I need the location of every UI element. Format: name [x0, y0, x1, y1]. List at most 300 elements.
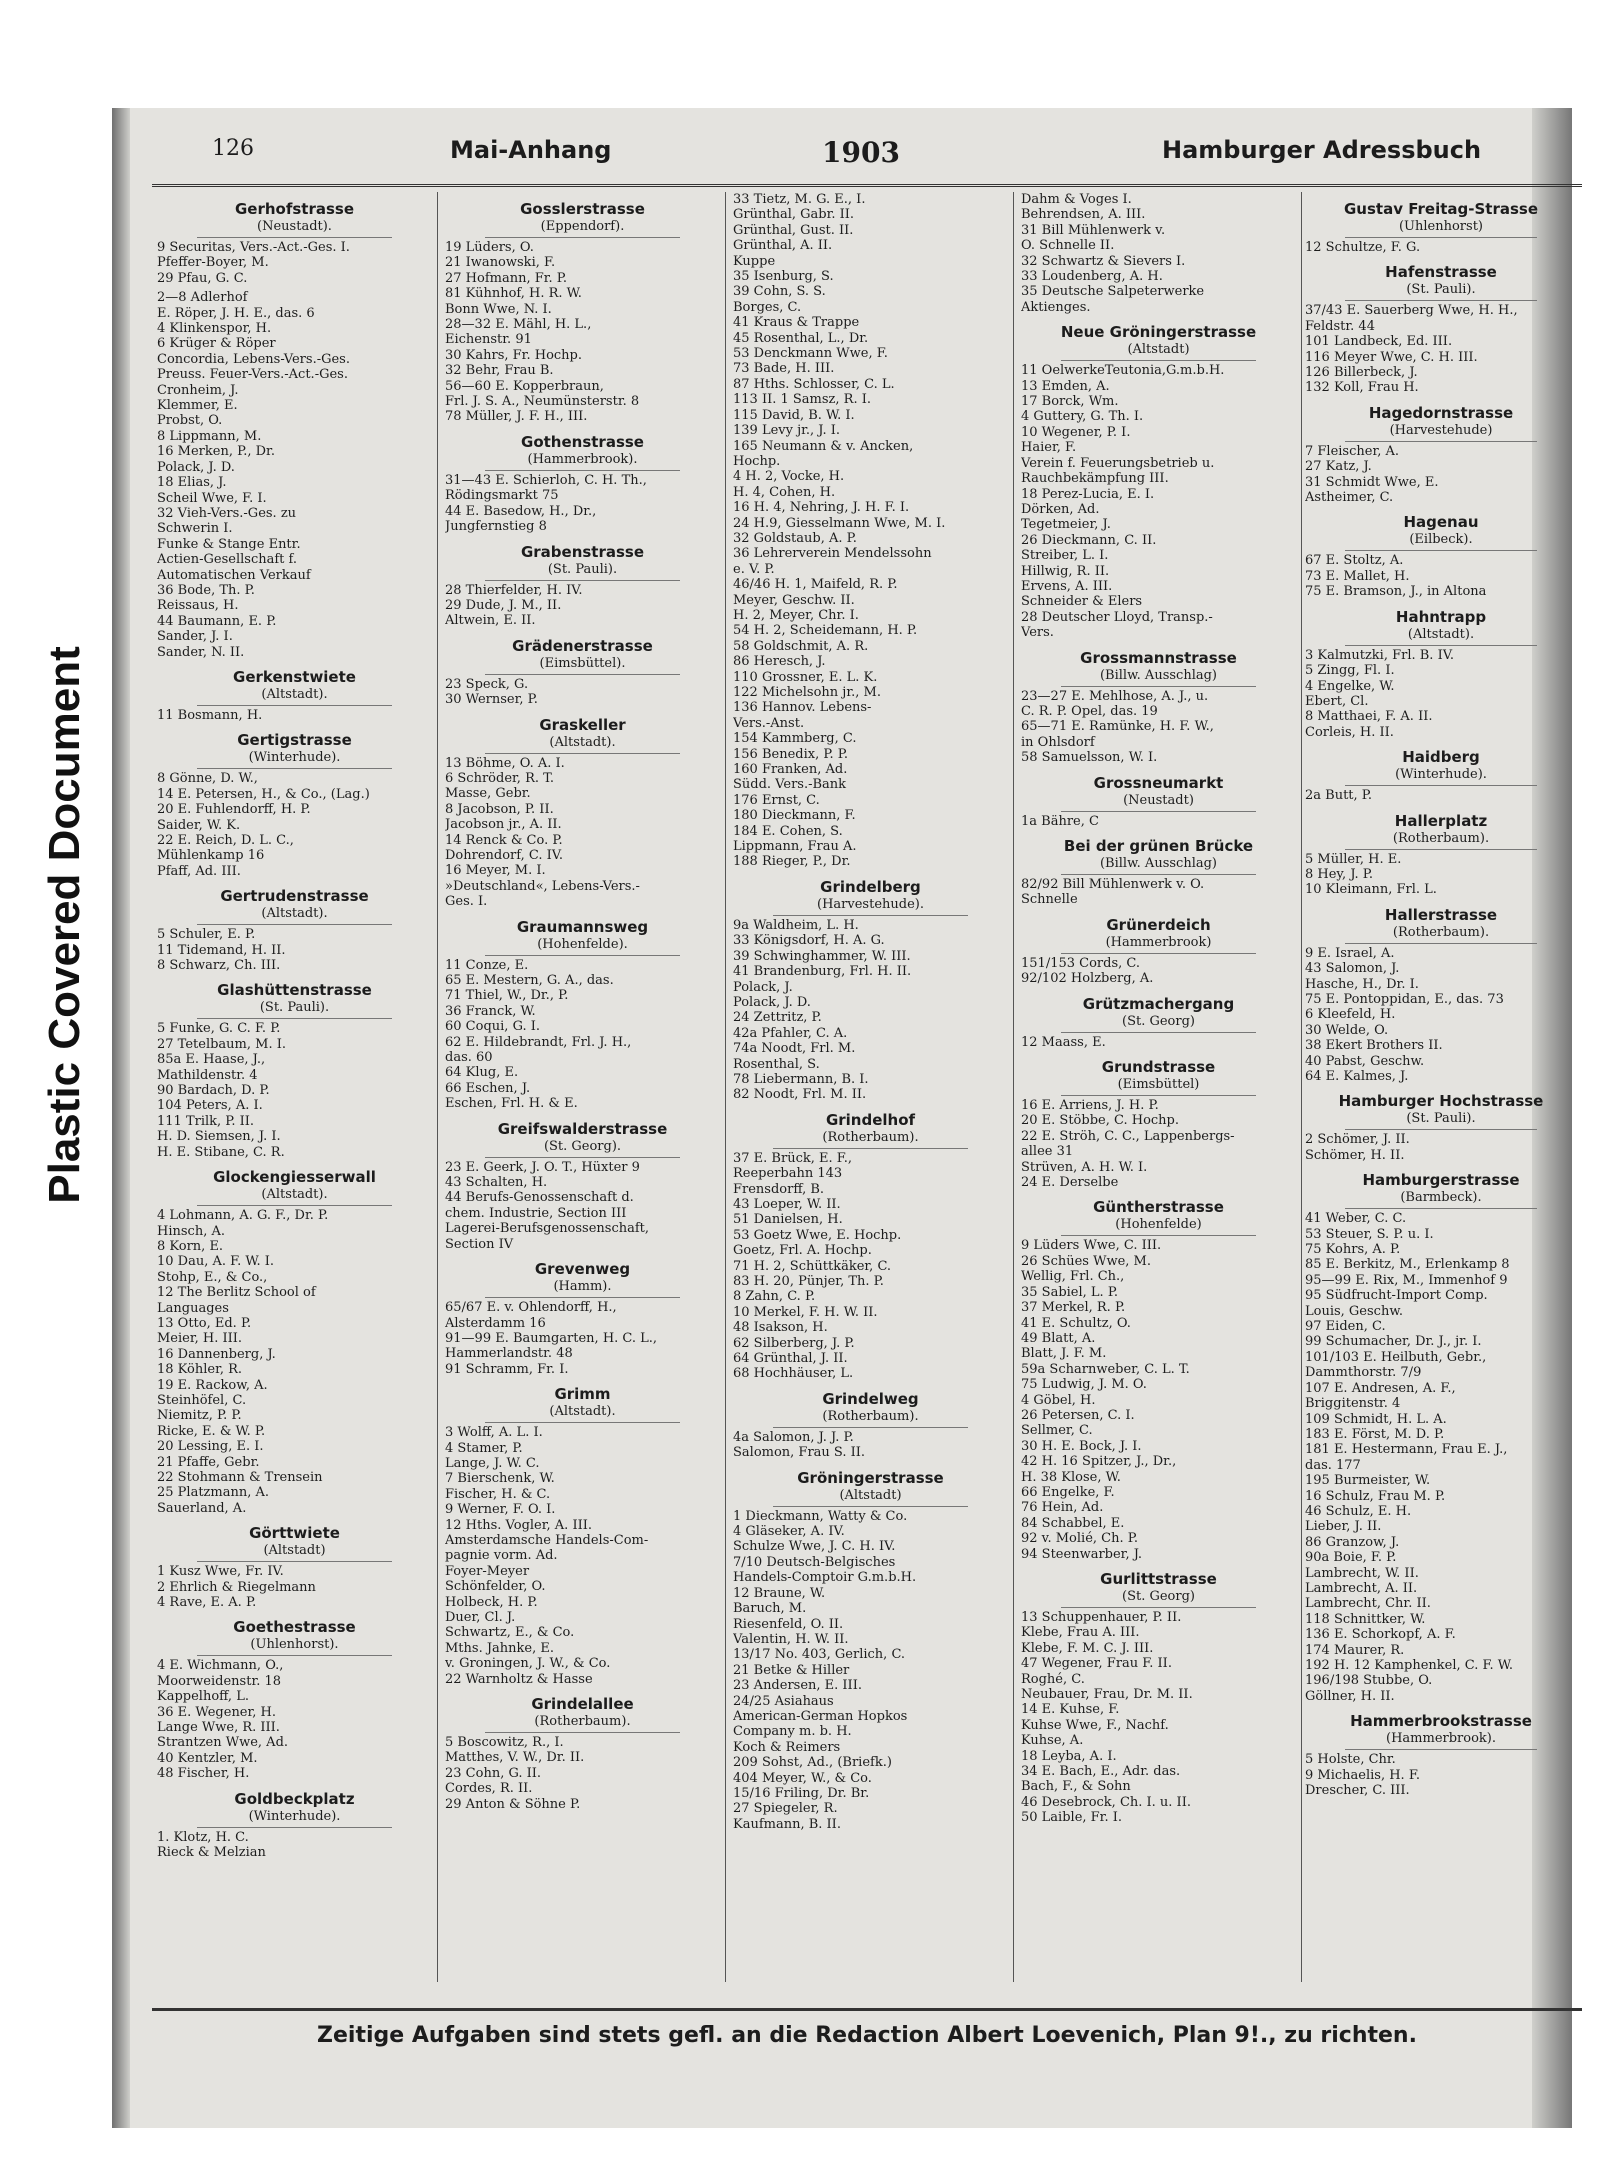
resident-line: 50 Laible, Fr. I.: [1021, 1810, 1122, 1826]
resident-line: 87 Hths. Schlosser, C. L.: [733, 376, 895, 392]
resident-line: Dörken, Ad.: [1021, 501, 1100, 517]
resident-line: Hammerlandstr. 48: [445, 1346, 573, 1362]
street-entry: [1021, 192, 1296, 315]
resident-line: Behrendsen, A. III.: [1021, 207, 1146, 223]
street-name: Hamburgerstrasse: [1362, 1171, 1520, 1190]
street-name: Gurlittstrasse: [1100, 1570, 1217, 1588]
street-name: Grindelweg: [822, 1389, 919, 1408]
resident-line: 73 E. Mallet, H.: [1305, 568, 1410, 584]
resident-line: 23 Cohn, G. II.: [445, 1765, 542, 1781]
district-name: (St. Georg): [1061, 1589, 1256, 1608]
street-name: Gertrudenstrasse: [220, 887, 369, 906]
resident-line: Schwartz, E., & Co.: [445, 1625, 575, 1641]
resident-line: 20 E. Fuhlendorff, H. P.: [157, 802, 311, 818]
resident-line: 4 Gläseker, A. IV.: [733, 1524, 845, 1540]
resident-line: 2 Ehrlich & Riegelmann: [157, 1579, 316, 1595]
resident-line: Tegetmeier, J.: [1021, 517, 1111, 533]
resident-line: 90 Bardach, D. P.: [157, 1083, 270, 1099]
resident-line: 113 II. 1 Samsz, R. I.: [733, 392, 871, 408]
street-entry: [1021, 995, 1296, 1050]
resident-line: 12 Hths. Vogler, A. III.: [445, 1517, 592, 1533]
resident-line: 12 Schultze, F. G.: [1305, 240, 1421, 255]
resident-line: Ebert, Cl.: [1305, 693, 1369, 709]
district-name: (Rotherbaum).: [1345, 925, 1537, 944]
resident-line: 7 Bierschenk, W.: [445, 1471, 555, 1487]
resident-line: 3 Kalmutzki, Frl. B. IV.: [1305, 647, 1454, 663]
resident-line: Ervens, A. III.: [1021, 578, 1113, 594]
resident-line: 18 Perez-Lucia, E. I.: [1021, 486, 1155, 502]
street-entry: [1305, 1712, 1577, 1798]
resident-line: Neubauer, Frau, Dr. M. II.: [1021, 1687, 1193, 1703]
resident-line: Moorweidenstr. 18: [157, 1673, 282, 1689]
page-number: 126: [212, 136, 254, 161]
resident-line: O. Schnelle II.: [1021, 238, 1115, 254]
resident-line: Klebe, Frau A. III.: [1021, 1625, 1140, 1641]
resident-line: Blatt, J. F. M.: [1021, 1346, 1107, 1362]
district-name: (Winterhude).: [197, 1809, 392, 1828]
resident-line: 85 E. Berkitz, M., Erlenkamp 8: [1305, 1257, 1510, 1273]
resident-line: Stohp, E., & Co.,: [157, 1269, 268, 1285]
resident-line: 95—99 E. Rix, M., Immenhof 9: [1305, 1272, 1508, 1288]
resident-line: Schönfelder, O.: [445, 1579, 546, 1595]
resident-line: 84 Schabbel, E.: [1021, 1515, 1125, 1531]
street-entry: [157, 200, 432, 286]
resident-line: 36 E. Wegener, H.: [157, 1704, 277, 1720]
resident-line: 12 The Berlitz School of: [157, 1285, 316, 1301]
resident-line: Hochp.: [733, 453, 781, 469]
resident-line: 160 Franken, Ad.: [733, 762, 848, 778]
resident-line: 33 Loudenberg, A. H.: [1021, 269, 1163, 285]
resident-line: Rosenthal, S.: [733, 1056, 820, 1072]
resident-line: Lange, J. W. C.: [445, 1455, 540, 1471]
street-name: Goldbeckplatz: [234, 1789, 355, 1808]
resident-line: Rödingsmarkt 75: [445, 488, 559, 504]
resident-line: 23 Andersen, E. III.: [733, 1678, 862, 1694]
year-title: 1903: [822, 136, 900, 169]
resident-line: Strantzen Wwe, Ad.: [157, 1735, 289, 1751]
resident-line: 151/153 Cords, C.: [1021, 955, 1140, 971]
resident-line: Altwein, E. II.: [445, 613, 536, 629]
resident-line: 46 Desebrock, Ch. I. u. II.: [1021, 1794, 1191, 1810]
resident-line: 32 Vieh-Vers.-Ges. zu: [157, 505, 297, 521]
street-name: Grindelallee: [531, 1695, 634, 1714]
street-name: Gosslerstrasse: [520, 200, 645, 218]
resident-line: 48 Fischer, H.: [157, 1766, 250, 1782]
resident-line: Concordia, Lebens-Vers.-Ges.: [157, 351, 350, 367]
district-name: (Hohenfelde): [1061, 1217, 1256, 1236]
resident-line: Kaufmann, B. II.: [733, 1816, 841, 1832]
district-name: (Altstadt).: [197, 687, 392, 706]
resident-line: 12 Braune, W.: [733, 1585, 826, 1601]
directory-column: [440, 192, 726, 1982]
resident-line: 16 Schulz, Frau M. P.: [1305, 1488, 1446, 1504]
resident-line: 4 Rave, E. A. P.: [157, 1595, 257, 1611]
resident-line: 1 Kusz Wwe, Fr. IV.: [157, 1564, 284, 1580]
resident-line: Actien-Gesellschaft f.: [157, 552, 297, 568]
district-name: (Billw. Ausschlag): [1061, 668, 1256, 687]
resident-line: Lambrecht, Chr. II.: [1305, 1596, 1431, 1612]
page-header: [152, 128, 1582, 187]
resident-line: 2a Butt, P.: [1305, 788, 1373, 804]
resident-line: 58 Goldschmit, A. R.: [733, 638, 869, 654]
resident-line: 19 Lüders, O.: [445, 240, 534, 255]
resident-line: 8 Zahn, C. P.: [733, 1289, 816, 1305]
resident-line: 6 Schröder, R. T.: [445, 770, 555, 786]
resident-line: 23 Speck, G.: [445, 676, 529, 692]
resident-line: 41 E. Schultz, O.: [1021, 1315, 1131, 1331]
district-name: (Altstadt).: [485, 1404, 680, 1423]
resident-line: 16 H. 4, Nehring, J. H. F. I.: [733, 500, 910, 516]
resident-line: 51 Danielsen, H.: [733, 1212, 843, 1228]
street-name: Hamburger Hochstrasse: [1338, 1092, 1544, 1111]
resident-line: 22 E. Reich, D. L. C.,: [157, 833, 294, 848]
street-entry: [445, 1695, 720, 1812]
resident-line: Meier, H. III.: [157, 1331, 243, 1347]
resident-line: 5 Funke, G. C. F. P.: [157, 1021, 281, 1037]
resident-line: 26 Schües Wwe, M.: [1021, 1253, 1151, 1269]
district-name: (Hammerbrook).: [485, 452, 680, 471]
resident-line: 20 Lessing, E. I.: [157, 1439, 264, 1455]
resident-line: 21 Iwanowski, F.: [445, 255, 556, 271]
street-name: Bei der grünen Brücke: [1063, 837, 1254, 855]
resident-line: 176 Ernst, C.: [733, 792, 820, 808]
district-name: (Hammerbrook): [1061, 935, 1256, 954]
street-entry: [1021, 774, 1296, 829]
resident-line: Dohrendorf, C. IV.: [445, 847, 564, 863]
resident-line: Automatischen Verkauf: [157, 567, 311, 583]
street-entry: [445, 1385, 720, 1687]
resident-line: Louis, Geschw.: [1305, 1303, 1404, 1319]
resident-line: Strüven, A. H. W. I.: [1021, 1159, 1148, 1175]
resident-line: 1. Klotz, H. C.: [157, 1829, 249, 1845]
resident-line: 110 Grossner, E. L. K.: [733, 669, 878, 685]
resident-line: 154 Kammberg, C.: [733, 731, 857, 747]
resident-line: 111 Trilk, P. II.: [157, 1113, 255, 1129]
resident-line: in Ohlsdorf: [1021, 734, 1095, 750]
resident-line: 10 Wegener, P. I.: [1021, 424, 1131, 440]
resident-line: Kuhse Wwe, F., Nachf.: [1021, 1717, 1169, 1733]
resident-line: Polack, J.: [733, 979, 793, 995]
resident-line: Mths. Jahnke, E.: [445, 1640, 555, 1656]
resident-line: allee 31: [1021, 1144, 1074, 1160]
district-name: (Winterhude).: [1345, 767, 1537, 786]
district-name: (St. Pauli).: [1345, 1111, 1537, 1130]
street-entry: [445, 1120, 720, 1252]
resident-line: 75 Kohrs, A. P.: [1305, 1242, 1401, 1258]
district-name: (Billw. Ausschlag): [1061, 856, 1256, 875]
resident-line: Meyer, Geschw. II.: [733, 592, 855, 608]
street-entry: [733, 1469, 1008, 1833]
resident-line: Briggitenstr. 4: [1305, 1396, 1401, 1412]
book-title: Hamburger Adressbuch: [1162, 136, 1482, 164]
resident-line: 24 Zettritz, P.: [733, 1010, 822, 1026]
street-entry: [445, 1260, 720, 1377]
resident-line: Hinsch, A.: [157, 1223, 225, 1239]
resident-line: 26 Dieckmann, C. II.: [1021, 532, 1157, 548]
resident-line: 109 Schmidt, H. L. A.: [1305, 1411, 1447, 1427]
resident-line: Feldstr. 44: [1305, 318, 1375, 334]
street-name: Hallerplatz: [1394, 811, 1488, 830]
resident-line: C. R. P. Opel, das. 19: [1021, 703, 1158, 719]
street-entry: [445, 543, 720, 629]
resident-line: 59a Scharnweber, C. L. T.: [1021, 1361, 1190, 1377]
resident-line: 73 Bade, H. III.: [733, 361, 835, 377]
resident-line: 66 Eschen, J.: [445, 1080, 531, 1096]
resident-line: Fischer, H. & C.: [445, 1486, 551, 1502]
resident-line: Kappelhoff, L.: [157, 1689, 249, 1705]
resident-line: 36 Lehrerverein Mendelssohn: [733, 546, 932, 562]
resident-line: 165 Neumann & v. Ancken,: [733, 438, 914, 454]
resident-line: Schömer, H. II.: [1305, 1147, 1405, 1163]
directory-columns: [152, 192, 1582, 1982]
resident-line: 38 Ekert Brothers II.: [1305, 1038, 1443, 1054]
resident-line: das. 177: [1305, 1457, 1361, 1473]
resident-line: pagnie vorm. Ad.: [445, 1548, 558, 1564]
resident-line: 13 Emden, A.: [1021, 378, 1110, 394]
street-name: Gröningerstrasse: [797, 1468, 944, 1487]
resident-line: 27 Tetelbaum, M. I.: [157, 1036, 286, 1052]
resident-line: 4 Engelke, W.: [1305, 678, 1395, 694]
resident-line: 24 E. Derselbe: [1021, 1175, 1119, 1191]
resident-line: Niemitz, P. P.: [157, 1408, 242, 1424]
resident-line: 9a Waldheim, L. H.: [733, 917, 859, 933]
resident-line: Goetz, Frl. A. Hochp.: [733, 1243, 872, 1259]
resident-line: 62 Silberberg, J. P.: [733, 1335, 855, 1351]
resident-line: Astheimer, C.: [1305, 490, 1394, 506]
resident-line: 209 Sohst, Ad., (Briefk.): [733, 1755, 892, 1771]
resident-line: Aktienges.: [1021, 299, 1091, 315]
resident-line: Foyer-Meyer: [445, 1563, 530, 1579]
resident-line: 24/25 Asiahaus: [733, 1693, 834, 1709]
resident-line: Dahm & Voges I.: [1021, 192, 1132, 207]
resident-line: Reeperbahn 143: [733, 1166, 843, 1182]
resident-line: 104 Peters, A. I.: [157, 1098, 263, 1114]
street-name: Gerhofstrasse: [234, 200, 355, 218]
resident-line: 22 Warnholtz & Hasse: [445, 1671, 593, 1687]
district-name: (Altstadt).: [197, 1187, 392, 1206]
resident-line: 99 Schumacher, Dr. J., jr. I.: [1305, 1334, 1482, 1350]
street-name: Hallerstrasse: [1384, 905, 1498, 924]
street-name: Glockengiesserwall: [213, 1168, 376, 1187]
supplement-title: Mai-Anhang: [450, 136, 612, 164]
street-entry: [1305, 748, 1577, 803]
resident-line: 7 Fleischer, A.: [1305, 443, 1400, 459]
resident-line: 19 E. Rackow, A.: [157, 1377, 268, 1393]
resident-line: 16 Dannenberg, J.: [157, 1346, 276, 1362]
resident-line: 13 Böhme, O. A. I.: [445, 755, 565, 771]
resident-line: 67 E. Stoltz, A.: [1305, 553, 1404, 569]
resident-line: 101/103 E. Heilbuth, Gebr.,: [1305, 1349, 1487, 1365]
resident-line: Roghé, C.: [1021, 1671, 1085, 1687]
resident-line: Funke & Stange Entr.: [157, 536, 301, 552]
resident-line: 33 Königsdorf, H. A. G.: [733, 933, 885, 949]
street-name: Grundstrasse: [1101, 1058, 1216, 1077]
resident-line: 8 Lippmann, M.: [157, 428, 262, 444]
resident-line: 54 H. 2, Scheidemann, H. P.: [733, 623, 918, 639]
resident-line: 30 Kahrs, Fr. Hochp.: [445, 347, 583, 363]
resident-line: Ges. I.: [445, 894, 488, 910]
resident-line: 24 H.9, Giesselmann Wwe, M. I.: [733, 515, 946, 531]
resident-line: Borges, C.: [733, 299, 802, 315]
district-name: (Rotherbaum).: [485, 1714, 680, 1733]
street-entry: [1305, 1171, 1577, 1704]
resident-line: 16 E. Arriens, J. H. P.: [1021, 1098, 1159, 1114]
resident-line: 28—32 E. Mähl, H. L.,: [445, 317, 592, 333]
resident-line: 21 Pfaffe, Gebr.: [157, 1454, 260, 1470]
resident-line: Grünthal, Gust. II.: [733, 222, 854, 238]
street-entry: [157, 1790, 432, 1861]
resident-line: Rieck & Melzian: [157, 1845, 266, 1861]
resident-line: Section IV: [445, 1236, 514, 1252]
resident-line: 5 Zingg, Fl. I.: [1305, 663, 1395, 679]
resident-line: Corleis, H. II.: [1305, 724, 1394, 740]
directory-page: [152, 128, 1582, 2118]
resident-line: 136 Hannov. Lebens-: [733, 700, 872, 716]
resident-line: Wellig, Frl. Ch.,: [1021, 1269, 1125, 1285]
resident-line: 32 Behr, Frau B.: [445, 363, 554, 379]
resident-line: 118 Schnittker, W.: [1305, 1611, 1426, 1627]
street-entry: [157, 668, 432, 723]
district-name: (St. Pauli).: [197, 1000, 392, 1019]
resident-line: 27 Hofmann, Fr. P.: [445, 270, 568, 286]
street-entry: [157, 290, 432, 660]
district-name: (Hohenfelde).: [485, 937, 680, 956]
resident-line: 41 Brandenburg, Frl. H. II.: [733, 964, 912, 980]
resident-line: 47 Wegener, Frau F. II.: [1021, 1656, 1172, 1672]
street-entry: [445, 716, 720, 910]
resident-line: 132 Koll, Frau H.: [1305, 380, 1419, 396]
resident-line: Haier, F.: [1021, 440, 1077, 456]
resident-line: 46/46 H. 1, Maifeld, R. P.: [733, 577, 898, 593]
resident-line: 37 Merkel, R. P.: [1021, 1300, 1126, 1316]
resident-line: 31 Bill Mühlenwerk v.: [1021, 222, 1166, 238]
resident-line: 1 Dieckmann, Watty & Co.: [733, 1508, 908, 1524]
street-entry: [733, 1390, 1008, 1461]
resident-line: 21 Betke & Hiller: [733, 1662, 850, 1678]
street-name: Graumannsweg: [516, 917, 649, 936]
resident-line: 2—8 Adlerhof: [157, 290, 248, 306]
resident-line: 64 Grünthal, J. II.: [733, 1351, 848, 1367]
resident-line: Ricke, E. & W. P.: [157, 1423, 266, 1439]
resident-line: 11 OelwerkeTeutonia,G.m.b.H.: [1021, 363, 1225, 379]
street-name: Görttwiete: [249, 1524, 340, 1543]
street-name: Haidberg: [1402, 748, 1480, 767]
side-label-strip: [0, 0, 105, 2177]
resident-line: Grünthal, Gabr. II.: [733, 207, 855, 223]
resident-line: Lieber, J. II.: [1305, 1519, 1382, 1535]
resident-line: 25 Platzmann, A.: [157, 1485, 270, 1501]
resident-line: Alsterdamm 16: [445, 1315, 546, 1331]
street-name: Grädenerstrasse: [512, 636, 653, 655]
resident-line: 44 Baumann, E. P.: [157, 613, 277, 629]
resident-line: 4 Lohmann, A. G. F., Dr. P.: [157, 1208, 329, 1224]
resident-line: 23—27 E. Mehlhose, A. J., u.: [1021, 688, 1209, 704]
resident-line: 41 Kraus & Trappe: [733, 315, 860, 331]
resident-line: 81 Kühnhof, H. R. W.: [445, 286, 582, 302]
resident-line: Masse, Gebr.: [445, 786, 531, 802]
street-name: Neue Gröningerstrasse: [1060, 323, 1257, 342]
resident-line: 97 Eiden, C.: [1305, 1319, 1386, 1335]
resident-line: »Deutschland«, Lebens-Vers.-: [445, 878, 640, 894]
street-name: Hagedornstrasse: [1368, 403, 1514, 422]
street-entry: [1305, 404, 1577, 506]
resident-line: 92/102 Holzberg, A.: [1021, 971, 1154, 987]
resident-line: 9 Securitas, Vers.-Act.-Ges. I.: [157, 240, 350, 255]
district-name: (Neustadt): [1061, 793, 1256, 812]
resident-line: 60 Coqui, G. I.: [445, 1019, 541, 1035]
resident-line: 115 David, B. W. I.: [733, 407, 855, 423]
resident-line: 183 E. Först, M. D. P.: [1305, 1426, 1445, 1442]
resident-line: 181 E. Hestermann, Frau E. J.,: [1305, 1442, 1508, 1458]
resident-line: Kuhse, A.: [1021, 1733, 1084, 1749]
street-entry: [1021, 323, 1296, 640]
resident-line: 45 Rosenthal, L., Dr.: [733, 330, 869, 346]
resident-line: Cronheim, J.: [157, 382, 239, 398]
resident-line: 92 v. Molié, Ch. P.: [1021, 1531, 1138, 1547]
street-name: Hafenstrasse: [1385, 263, 1497, 282]
resident-line: Bonn Wwe, N. I.: [445, 301, 552, 317]
resident-line: Duer, Cl. J.: [445, 1610, 516, 1625]
resident-line: 9 Werner, F. O. I.: [445, 1502, 556, 1518]
street-entry: [1021, 1570, 1296, 1826]
resident-line: Sander, J. I.: [157, 629, 233, 645]
resident-line: 12 Maass, E.: [1021, 1034, 1106, 1050]
district-name: (Harvestehude).: [773, 897, 968, 916]
district-name: (Eppendorf).: [485, 219, 680, 238]
resident-line: 43 Loeper, W. II.: [733, 1196, 841, 1212]
resident-line: Jungfernstieg 8: [445, 519, 547, 535]
resident-line: Salomon, Frau S. II.: [733, 1445, 866, 1461]
resident-line: 65 E. Mestern, G. A., das.: [445, 973, 614, 988]
page-footer: [152, 2008, 1582, 2065]
resident-line: 11 Conze, E.: [445, 957, 529, 973]
resident-line: 44 E. Basedow, H., Dr.,: [445, 503, 597, 519]
district-name: (Altstadt): [1061, 342, 1256, 361]
resident-line: 3 Wolff, A. L. I.: [445, 1425, 543, 1441]
resident-line: 62 E. Hildebrandt, Frl. J. H.,: [445, 1034, 632, 1050]
street-name: Hammerbrookstrasse: [1350, 1712, 1532, 1731]
street-name: Grützmachergang: [1082, 994, 1235, 1013]
resident-line: 85a E. Haase, J.,: [157, 1052, 266, 1068]
resident-line: 41 Weber, C. C.: [1305, 1211, 1407, 1227]
resident-line: 116 Meyer Wwe, C. H. III.: [1305, 349, 1478, 365]
street-entry: [157, 1168, 432, 1516]
resident-line: 9 Lüders Wwe, C. III.: [1021, 1238, 1162, 1254]
resident-line: 58 Samuelsson, W. I.: [1021, 750, 1158, 766]
resident-line: 10 Kleimann, Frl. L.: [1305, 882, 1437, 898]
resident-line: 9 Michaelis, H. F.: [1305, 1767, 1420, 1783]
resident-line: Frl. J. S. A., Neumünsterstr. 8: [445, 394, 640, 410]
street-entry: [157, 1618, 432, 1781]
district-name: (Rotherbaum).: [1345, 831, 1537, 850]
resident-line: 18 Elias, J.: [157, 475, 227, 491]
street-entry: [1021, 916, 1296, 987]
resident-line: Vers.-Anst.: [733, 715, 805, 731]
street-name: Grünerdeich: [1106, 915, 1211, 934]
resident-line: 5 Müller, H. E.: [1305, 851, 1402, 867]
resident-line: 14 E. Petersen, H., & Co., (Lag.): [157, 786, 370, 802]
resident-line: Languages: [157, 1300, 229, 1316]
resident-line: 10 Dau, A. F. W. I.: [157, 1254, 275, 1270]
resident-line: 22 Stohmann & Trensein: [157, 1470, 323, 1485]
resident-line: E. Röper, J. H. E., das. 6: [157, 305, 315, 321]
resident-line: 71 Thiel, W., Dr., P.: [445, 988, 569, 1004]
street-entry: [445, 918, 720, 1112]
resident-line: 53 Steuer, S. P. u. I.: [1305, 1226, 1434, 1242]
resident-line: Schneider & Elers: [1021, 594, 1143, 610]
resident-line: 36 Bode, Th. P.: [157, 582, 255, 598]
resident-line: 14 E. Kuhse, F.: [1021, 1702, 1120, 1718]
